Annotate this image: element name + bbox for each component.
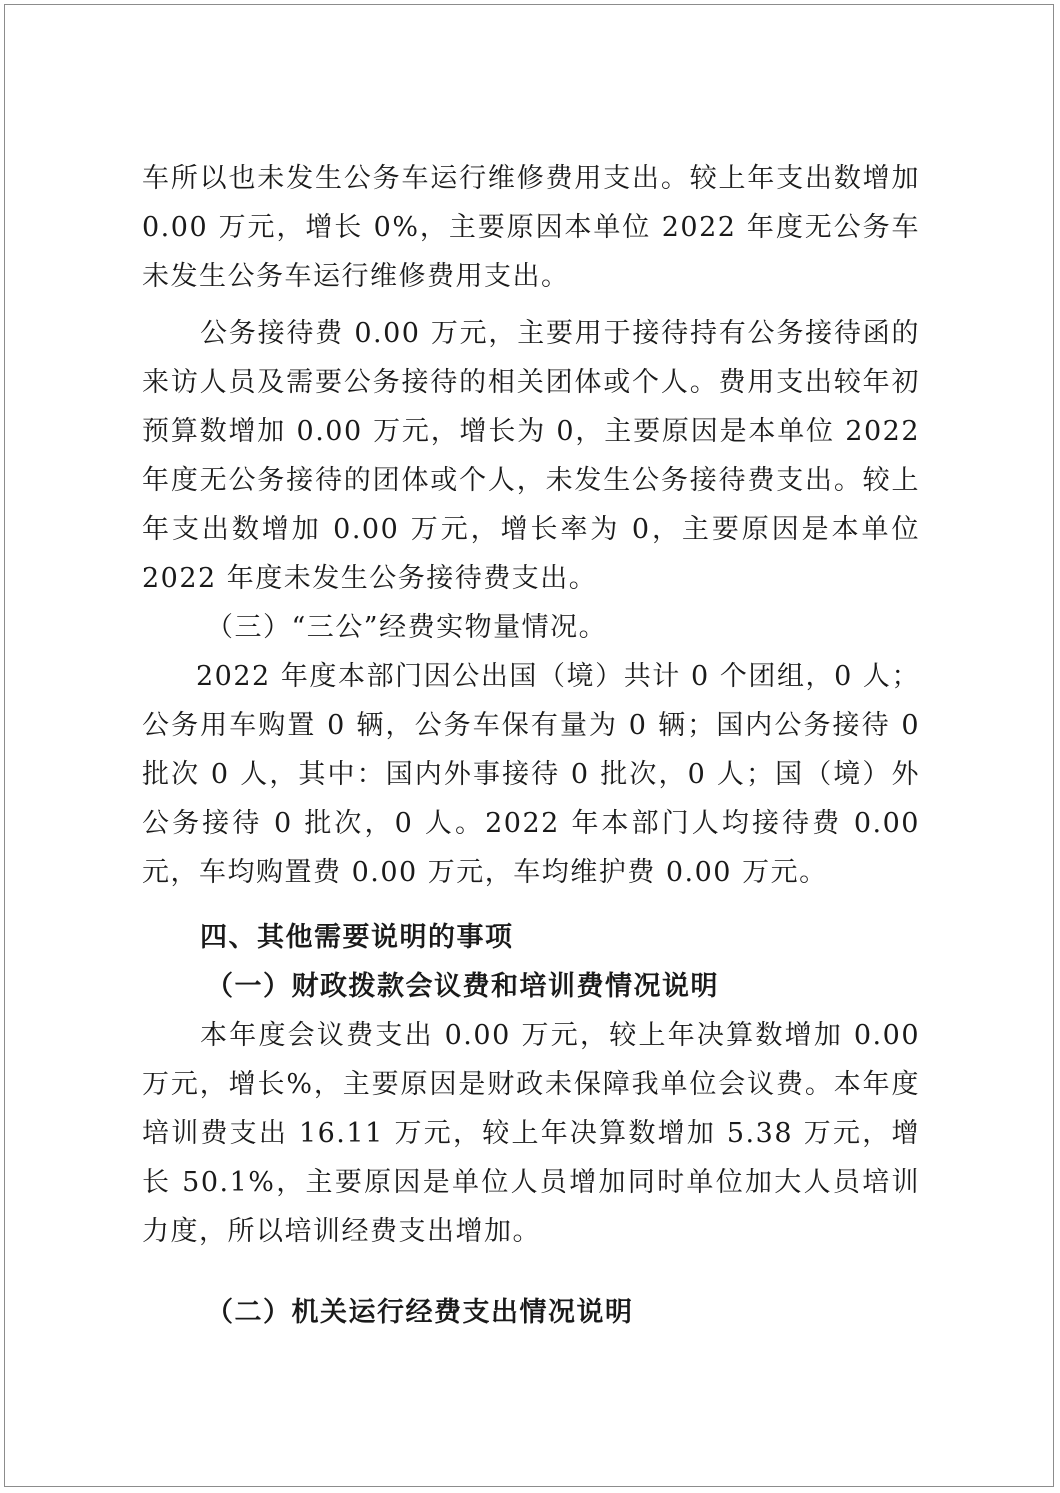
paragraph-meeting-training: 本年度会议费支出 0.00 万元，较上年决算数增加 0.00 万元，增长%，主要原因是财政未保障我单位会议费。本年度培训费支出 16.11 万元，较上年决算数增加 5.38 万元，增长 50.1%，主要原因是单位人员增加同时单位加大人员培训力度，所以培训经费支出增加。 [142,1020,920,1247]
heading-three-public-quantities: （三）“三公”经费实物量情况。 [206,612,608,643]
subheading-meeting-training: （一）财政拨款会议费和培训费情况说明 [206,971,719,1002]
section-heading-other-matters: 四、其他需要说明的事项 [200,922,514,953]
paragraph-physical-quantities: 2022 年度本部门因公出国（境）共计 0 个团组，0 人；公务用车购置 0 辆，公务车保有量为 0 辆；国内公务接待 0 批次 0 人，其中：国内外事接待 0 批次，0 人；国（境）外公务接待 0 批次，0 人。2022 年本部门人均接待费 0.00 元，车均购置费 0.00 万元，车均维护费 0.00 万元。 [142,661,920,888]
document-body [142,154,920,1337]
paragraph-reception-expense: 公务接待费 0.00 万元，主要用于接待持有公务接待函的来访人员及需要公务接待的相关团体或个人。费用支出较年初预算数增加 0.00 万元，增长为 0，主要原因是本单位 2022 年度无公务接待的团体或个人，未发生公务接待费支出。较上年支出数增加 0.00 万元，增长率为 0，主要原因是本单位 2022 年度未发生公务接待费支出。 [142,318,920,594]
paragraph-vehicle-maintenance: 车所以也未发生公务车运行维修费用支出。较上年支出数增加 0.00 万元，增长 0%，主要原因本单位 2022 年度无公务车未发生公务车运行维修费用支出。 [142,163,920,292]
subheading-operating-expense: （二）机关运行经费支出情况说明 [206,1297,634,1328]
